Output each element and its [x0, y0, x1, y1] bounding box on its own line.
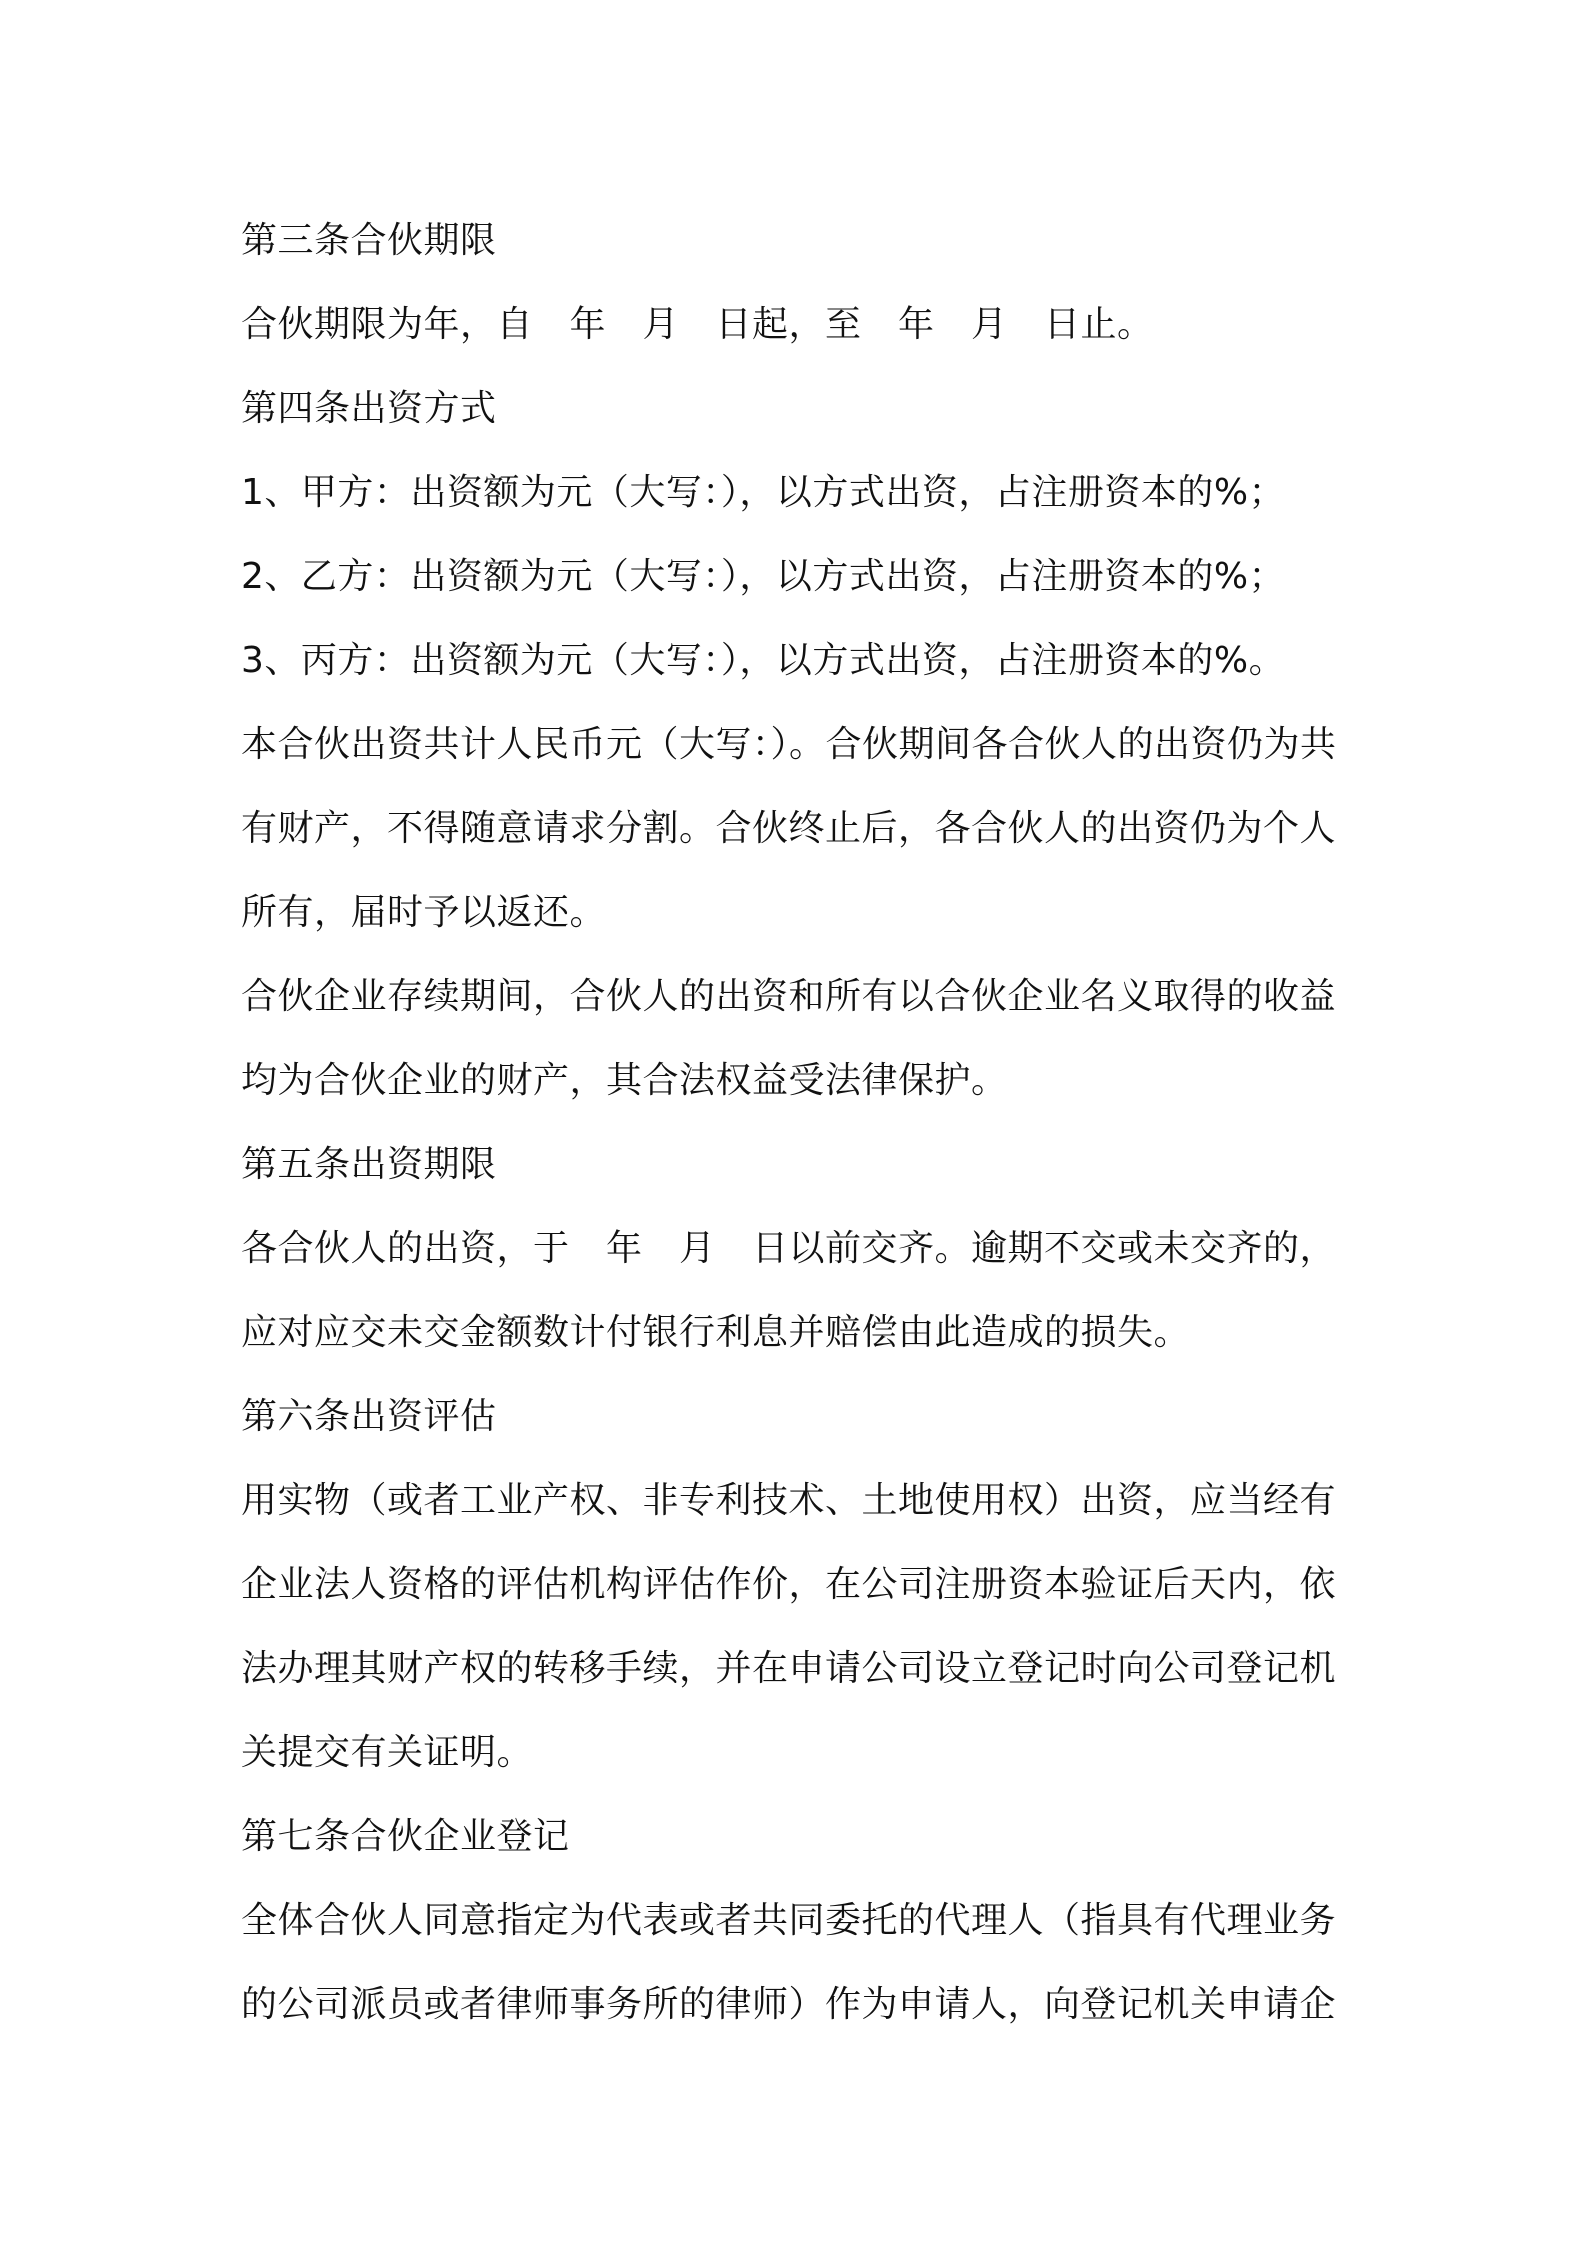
paragraph-line: 法办理其财产权的转移手续，并在申请公司设立登记时向公司登记机 — [241, 1648, 1337, 1689]
paragraph-line: 用实物（或者工业产权、非专利技术、土地使用权）出资，应当经有 — [241, 1480, 1337, 1521]
list-item: 2、乙方：出资额为元（大写：），以方式出资，占注册资本的%； — [241, 556, 1286, 597]
article-3-heading: 第三条合伙期限 — [241, 220, 497, 261]
document-body — [241, 199, 1361, 2047]
article-5-heading: 第五条出资期限 — [241, 1144, 497, 1185]
article-7-heading: 第七条合伙企业登记 — [241, 1816, 570, 1857]
list-item: 3、丙方：出资额为元（大写：），以方式出资，占注册资本的%。 — [241, 640, 1286, 681]
paragraph-line: 有财产，不得随意请求分割。合伙终止后，各合伙人的出资仍为个人 — [241, 808, 1337, 849]
paragraph-line: 企业法人资格的评估机构评估作价，在公司注册资本验证后天内，依 — [241, 1564, 1337, 1605]
paragraph-line: 关提交有关证明。 — [241, 1732, 534, 1773]
article-4-heading: 第四条出资方式 — [241, 388, 497, 429]
paragraph-line: 各合伙人的出资，于 年 月 日以前交齐。逾期不交或未交齐的， — [241, 1228, 1337, 1269]
paragraph-line: 均为合伙企业的财产，其合法权益受法律保护。 — [241, 1060, 1008, 1101]
list-item: 1、甲方：出资额为元（大写：），以方式出资，占注册资本的%； — [241, 472, 1286, 513]
paragraph-line: 应对应交未交金额数计付银行利息并赔偿由此造成的损失。 — [241, 1312, 1191, 1353]
paragraph-line: 合伙企业存续期间，合伙人的出资和所有以合伙企业名义取得的收益 — [241, 976, 1337, 1017]
paragraph-line: 本合伙出资共计人民币元（大写：）。合伙期间各合伙人的出资仍为共 — [241, 724, 1337, 765]
paragraph-line: 合伙期限为年，自 年 月 日起，至 年 月 日止。 — [241, 304, 1154, 345]
article-6-heading: 第六条出资评估 — [241, 1396, 497, 1437]
paragraph-line: 的公司派员或者律师事务所的律师）作为申请人，向登记机关申请企 — [241, 1984, 1337, 2025]
paragraph-line: 所有，届时予以返还。 — [241, 892, 607, 933]
paragraph-line: 全体合伙人同意指定为代表或者共同委托的代理人（指具有代理业务 — [241, 1900, 1337, 1941]
